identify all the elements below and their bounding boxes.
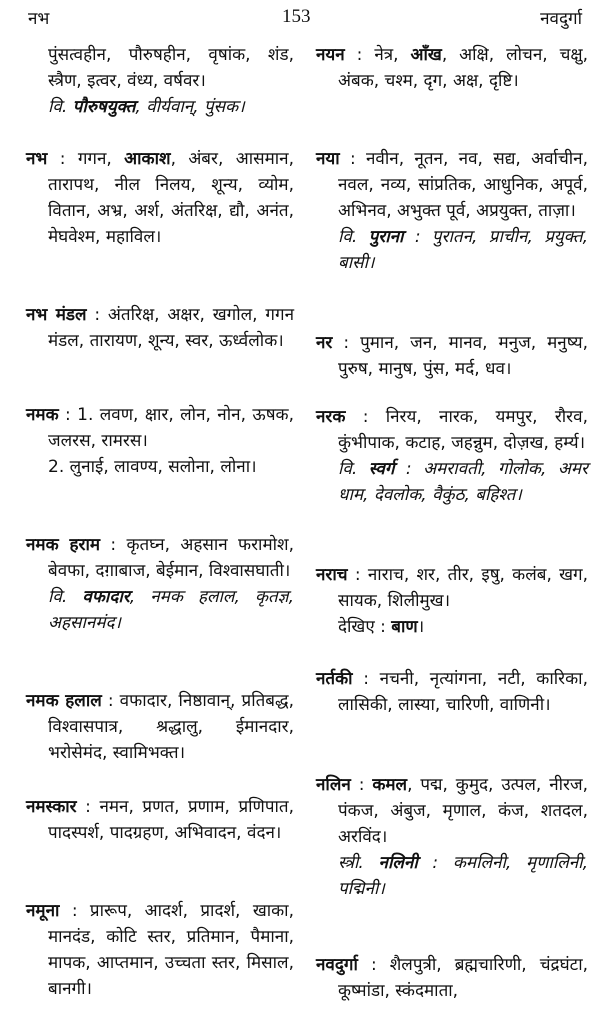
entry-synonyms: : नचनी, नृत्यांगना, नटी, कारिका, लासिकी, लास्या, चारिणी, वाणिनी। — [338, 669, 588, 715]
entry-note — [48, 454, 294, 480]
entry-note — [338, 850, 588, 902]
entry-note — [338, 614, 588, 640]
entry-note — [338, 456, 588, 508]
entry-headword: नमक हलाल — [26, 691, 102, 711]
note-text: , नमक हलाल, कृतज्ञ, अहसानमंद। — [48, 587, 294, 633]
entry-headword: नर — [316, 333, 333, 353]
note-text: वि. — [48, 97, 73, 117]
note-text: पौरुषयुक्त — [72, 97, 136, 117]
dictionary-entry — [26, 42, 294, 120]
entry-synonyms: : नवीन, नूतन, नव, सद्य, अर्वाचीन, नवल, नव्य, सांप्रतिक, आधुनिक, अपूर्व, अभिनव, अभुक्त पूर्व, अप्रयुक्त, ताज़ा। — [338, 149, 588, 221]
dictionary-entry — [316, 666, 588, 718]
entry-headword: नया — [316, 149, 340, 169]
entry-headword: नमस्कार — [26, 797, 77, 817]
entry-headword: नभ मंडल — [26, 305, 87, 325]
entry-synonyms: , अंबर, आसमान, तारापथ, नील निलय, शून्य, व्योम, वितान, अभ्र, अर्श, अंतरिक्ष, द्यौ, अनंत, मेघवेश्म, महाविल। — [48, 149, 294, 247]
dictionary-entry — [26, 794, 294, 846]
dictionary-entry — [26, 898, 294, 1002]
entry-synonyms: : नेत्र, — [344, 45, 411, 65]
note-text: वफादार — [82, 587, 130, 607]
dictionary-entry — [26, 302, 294, 354]
entry-headword: नमक हराम — [26, 535, 101, 555]
note-text: पुराना — [368, 227, 404, 247]
entry-synonyms: , अक्षि, लोचन, चक्षु, अंबक, चश्म, दृग, अक्ष, दृष्टि। — [338, 45, 588, 91]
entry-synonyms: पुंसत्वहीन, पौरुषहीन, वृषांक, शंड, स्त्रैण, इत्वर, वंध्य, वर्षवर। — [48, 45, 294, 91]
entry-synonyms: , पद्म, कुमुद, उत्पल, नीरज, पंकज, अंबुज, मृणाल, कंज, शतदल, अरविंद। — [338, 775, 588, 847]
running-head-right: नवदुर्गा — [540, 9, 582, 29]
dictionary-entry — [26, 146, 294, 250]
entry-headword: नभ — [26, 149, 48, 169]
note-text: , वीर्यवान्, पुंसक। — [135, 97, 245, 117]
dictionary-entry — [316, 952, 588, 1004]
entry-synonyms: : वफादार, निष्ठावान्, प्रतिबद्ध, विश्वासपात्र, श्रद्धालु, ईमानदार, भरोसेमंद, स्वामिभक्त। — [48, 691, 294, 763]
entry-synonyms: : प्रारूप, आदर्श, प्रादर्श, खाका, मानदंड, कोटि स्तर, प्रतिमान, पैमाना, मापक, आप्तमान, उच्चता स्तर, मिसाल, बानगी। — [48, 901, 294, 999]
entry-synonyms: : नाराच, शर, तीर, इषु, कलंब, खग, सायक, शिलीमुख। — [338, 565, 588, 611]
page-number: 153 — [282, 6, 311, 27]
dictionary-entry — [316, 330, 588, 382]
entry-synonyms: : नमन, प्रणत, प्रणाम, प्रणिपात, पादस्पर्श, पादग्रहण, अभिवादन, वंदन। — [48, 797, 294, 843]
dictionary-entry — [316, 146, 588, 276]
entry-headword: नयन — [316, 45, 345, 65]
entry-synonyms: आँख — [410, 45, 442, 65]
entry-synonyms: : 1. लवण, क्षार, लोन, नोन, ऊषक, जलरस, रामरस। — [48, 405, 294, 451]
entry-headword: नर्तकी — [316, 669, 353, 689]
dictionary-entry — [316, 404, 588, 508]
note-text: बाण — [391, 617, 418, 637]
note-text: स्त्री. — [338, 853, 379, 873]
note-text: नलिनी — [378, 853, 418, 873]
running-head-left: नभ — [28, 9, 50, 29]
entry-headword: नमक — [26, 405, 59, 425]
entry-headword: नराच — [316, 565, 348, 585]
dictionary-entry — [316, 562, 588, 640]
note-text: : कमलिनी, मृणालिनी, पद्मिनी। — [338, 853, 588, 899]
entry-note — [48, 94, 294, 120]
note-text: : पुरातन, प्राचीन, प्रयुक्त, बासी। — [338, 227, 588, 273]
note-text: देखिए : — [338, 617, 392, 637]
entry-synonyms: आकाश — [124, 149, 171, 169]
note-text: वि. — [48, 587, 83, 607]
dictionary-entry — [316, 42, 588, 94]
entry-headword: नवदुर्गा — [316, 955, 358, 975]
entry-synonyms: कमल — [372, 775, 408, 795]
entry-synonyms: : कृतघ्न, अहसान फरामोश, बेवफा, दग़ाबाज, बेईमान, विश्वासघाती। — [48, 535, 294, 581]
entry-synonyms: : अंतरिक्ष, अक्षर, खगोल, गगन मंडल, तारायण, शून्य, स्वर, ऊर्ध्वलोक। — [48, 305, 294, 351]
dictionary-entry — [26, 688, 294, 766]
note-text: : अमरावती, गोलोक, अमर धाम, देवलोक, वैकुंठ, बहिश्त। — [338, 459, 588, 505]
entry-headword: नलिन — [316, 775, 351, 795]
note-text: वि. — [338, 459, 369, 479]
entry-note — [338, 224, 588, 276]
entry-headword: नरक — [316, 407, 346, 427]
note-text: स्वर्ग — [368, 459, 395, 479]
entry-synonyms: : — [350, 775, 373, 795]
note-text: वि. — [338, 227, 369, 247]
entry-note — [48, 584, 294, 636]
note-text: । — [417, 617, 425, 637]
dictionary-entry — [26, 532, 294, 636]
entry-synonyms: : शैलपुत्री, ब्रह्मचारिणी, चंद्रघंटा, कूष्मांडा, स्कंदमाता, — [338, 955, 588, 1001]
entry-synonyms: : पुमान, जन, मानव, मनुज, मनुष्य, पुरुष, मानुष, पुंस, मर्द, धव। — [332, 333, 588, 379]
entry-headword: नमूना — [26, 901, 60, 921]
dictionary-entry — [26, 402, 294, 480]
dictionary-entry — [316, 772, 588, 902]
note-text: 2. लुनाई, लावण्य, सलोना, लोना। — [48, 457, 257, 477]
entry-synonyms: : निरय, नारक, यमपुर, रौरव, कुंभीपाक, कटाह, जहन्नुम, दोज़ख, हर्म्य। — [338, 407, 588, 453]
entry-synonyms: : गगन, — [47, 149, 125, 169]
